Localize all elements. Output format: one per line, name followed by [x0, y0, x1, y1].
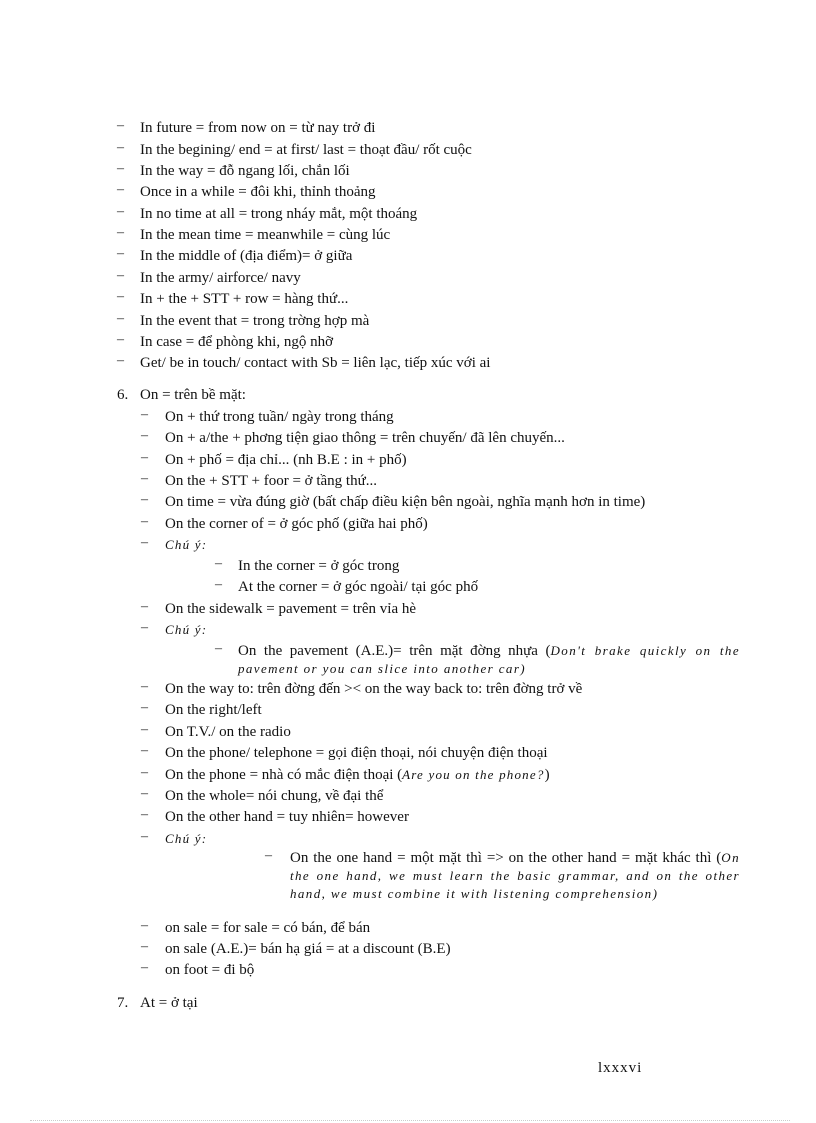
bullet-dash: –: [141, 765, 148, 780]
page-number: lxxxvi: [598, 1060, 643, 1076]
list-item: In the way = đỗ ngang lối, chắn lối: [140, 163, 350, 179]
note-example: On the one hand, we must learn the basic grammar, and on the other hand, we must combine it with listening comprehension): [290, 850, 740, 901]
note-item: In the corner = ở góc trong: [238, 558, 400, 574]
list-item: On the other hand = tuy nhiên= however: [165, 809, 409, 825]
bullet-dash: –: [117, 311, 124, 326]
bullet-dash: –: [141, 829, 148, 844]
bullet-dash: –: [215, 641, 222, 656]
list-item: In no time at all = trong nháy mắt, một thoáng: [140, 206, 418, 222]
bullet-dash: –: [117, 182, 124, 197]
list-item: In the army/ airforce/ navy: [140, 270, 301, 286]
note-example: Don't brake quickly on the pavement or you can slice into another car): [238, 643, 740, 676]
bullet-dash: –: [117, 246, 124, 261]
bullet-dash: –: [141, 807, 148, 822]
section6-number: 6.: [117, 387, 129, 403]
list-item: on foot = đi bộ: [165, 962, 255, 978]
note-label: Chú ý:: [165, 622, 208, 637]
bullet-dash: –: [141, 599, 148, 614]
note-text: On the one hand = một mặt thì => on the other hand = mặt khác thì (: [290, 850, 722, 866]
bullet-dash: –: [141, 471, 148, 486]
bullet-dash: –: [141, 428, 148, 443]
note-label: Chú ý:: [165, 831, 208, 846]
list-item: In the middle of (địa điểm)= ở giữa: [140, 248, 353, 264]
bullet-dash: –: [265, 848, 272, 863]
list-item: On the corner of = ở góc phố (giữa hai phố): [165, 516, 428, 532]
bullet-dash: –: [141, 960, 148, 975]
bullet-dash: –: [117, 332, 124, 347]
bullet-dash: –: [141, 743, 148, 758]
bullet-dash: –: [141, 679, 148, 694]
bullet-dash: –: [141, 514, 148, 529]
list-item: In the event that = trong trờng hợp mà: [140, 313, 370, 329]
list-item: On + a/the + phơng tiện giao thông = trên chuyến/ đã lên chuyến...: [165, 430, 565, 446]
item-close: ): [544, 767, 550, 783]
bullet-dash: –: [141, 918, 148, 933]
bullet-dash: –: [117, 161, 124, 176]
list-item: On time = vừa đúng giờ (bất chấp điều kiện bên ngoài, nghĩa mạnh hơn in time): [165, 494, 646, 510]
list-item: On the phone/ telephone = gọi điện thoại, nói chuyện điện thoại: [165, 745, 548, 761]
list-item: On T.V./ on the radio: [165, 724, 291, 740]
list-item: On + phố = địa chỉ... (nh B.E : in + phố): [165, 452, 407, 468]
bullet-dash: –: [141, 492, 148, 507]
list-item: In + the + STT + row = hàng thứ...: [140, 291, 349, 307]
section7-heading: At = ở tại: [140, 995, 198, 1011]
list-item: On the right/left: [165, 702, 262, 718]
list-item: On the whole= nói chung, về đại thể: [165, 788, 384, 804]
bullet-dash: –: [117, 140, 124, 155]
item-text: On the phone = nhà có mắc điện thoại (: [165, 767, 403, 783]
list-item: In case = để phòng khi, ngộ nhỡ: [140, 334, 334, 350]
bullet-dash: –: [141, 450, 148, 465]
bullet-dash: –: [117, 118, 124, 133]
bullet-dash: –: [141, 722, 148, 737]
bullet-dash: –: [215, 556, 222, 571]
list-item: On the way to: trên đờng đến >< on the way back to: trên đờng trở về: [165, 681, 583, 697]
bullet-dash: –: [141, 700, 148, 715]
list-item: On the + STT + foor = ở tầng thứ...: [165, 473, 377, 489]
bullet-dash: –: [141, 620, 148, 635]
list-item: In the mean time = meanwhile = cùng lúc: [140, 227, 391, 243]
bullet-dash: –: [141, 939, 148, 954]
list-item: On + thứ trong tuần/ ngày trong tháng: [165, 409, 394, 425]
list-item: In future = from now on = từ nay trở đi: [140, 120, 376, 136]
bullet-dash: –: [117, 268, 124, 283]
list-item: [165, 766, 550, 784]
item-example: Are you on the phone?: [402, 767, 545, 782]
note-item: [290, 849, 740, 903]
bullet-dash: –: [141, 786, 148, 801]
list-item: Once in a while = đôi khi, thỉnh thoảng: [140, 184, 376, 200]
bullet-dash: –: [117, 353, 124, 368]
bullet-dash: –: [215, 577, 222, 592]
note-item: [238, 642, 740, 678]
note-text: On the pavement (A.E.)= trên mặt đờng nhựa (: [238, 643, 551, 659]
section6-heading: On = trên bề mặt:: [140, 387, 246, 403]
list-item: on sale = for sale = có bán, để bán: [165, 920, 371, 936]
bullet-dash: –: [141, 407, 148, 422]
list-item: In the begining/ end = at first/ last = thoạt đầu/ rốt cuộc: [140, 142, 472, 158]
bullet-dash: –: [117, 204, 124, 219]
list-item: on sale (A.E.)= bán hạ giá = at a discount (B.E): [165, 941, 451, 957]
list-item: On the sidewalk = pavement = trên vỉa hè: [165, 601, 417, 617]
bullet-dash: –: [117, 225, 124, 240]
note-label: Chú ý:: [165, 537, 208, 552]
note-item: At the corner = ở góc ngoài/ tại góc phố: [238, 579, 479, 595]
section7-number: 7.: [117, 995, 129, 1011]
bullet-dash: –: [117, 289, 124, 304]
bullet-dash: –: [141, 535, 148, 550]
page-bottom-divider: [30, 1120, 790, 1121]
list-item: Get/ be in touch/ contact with Sb = liên lạc, tiếp xúc với ai: [140, 355, 491, 371]
